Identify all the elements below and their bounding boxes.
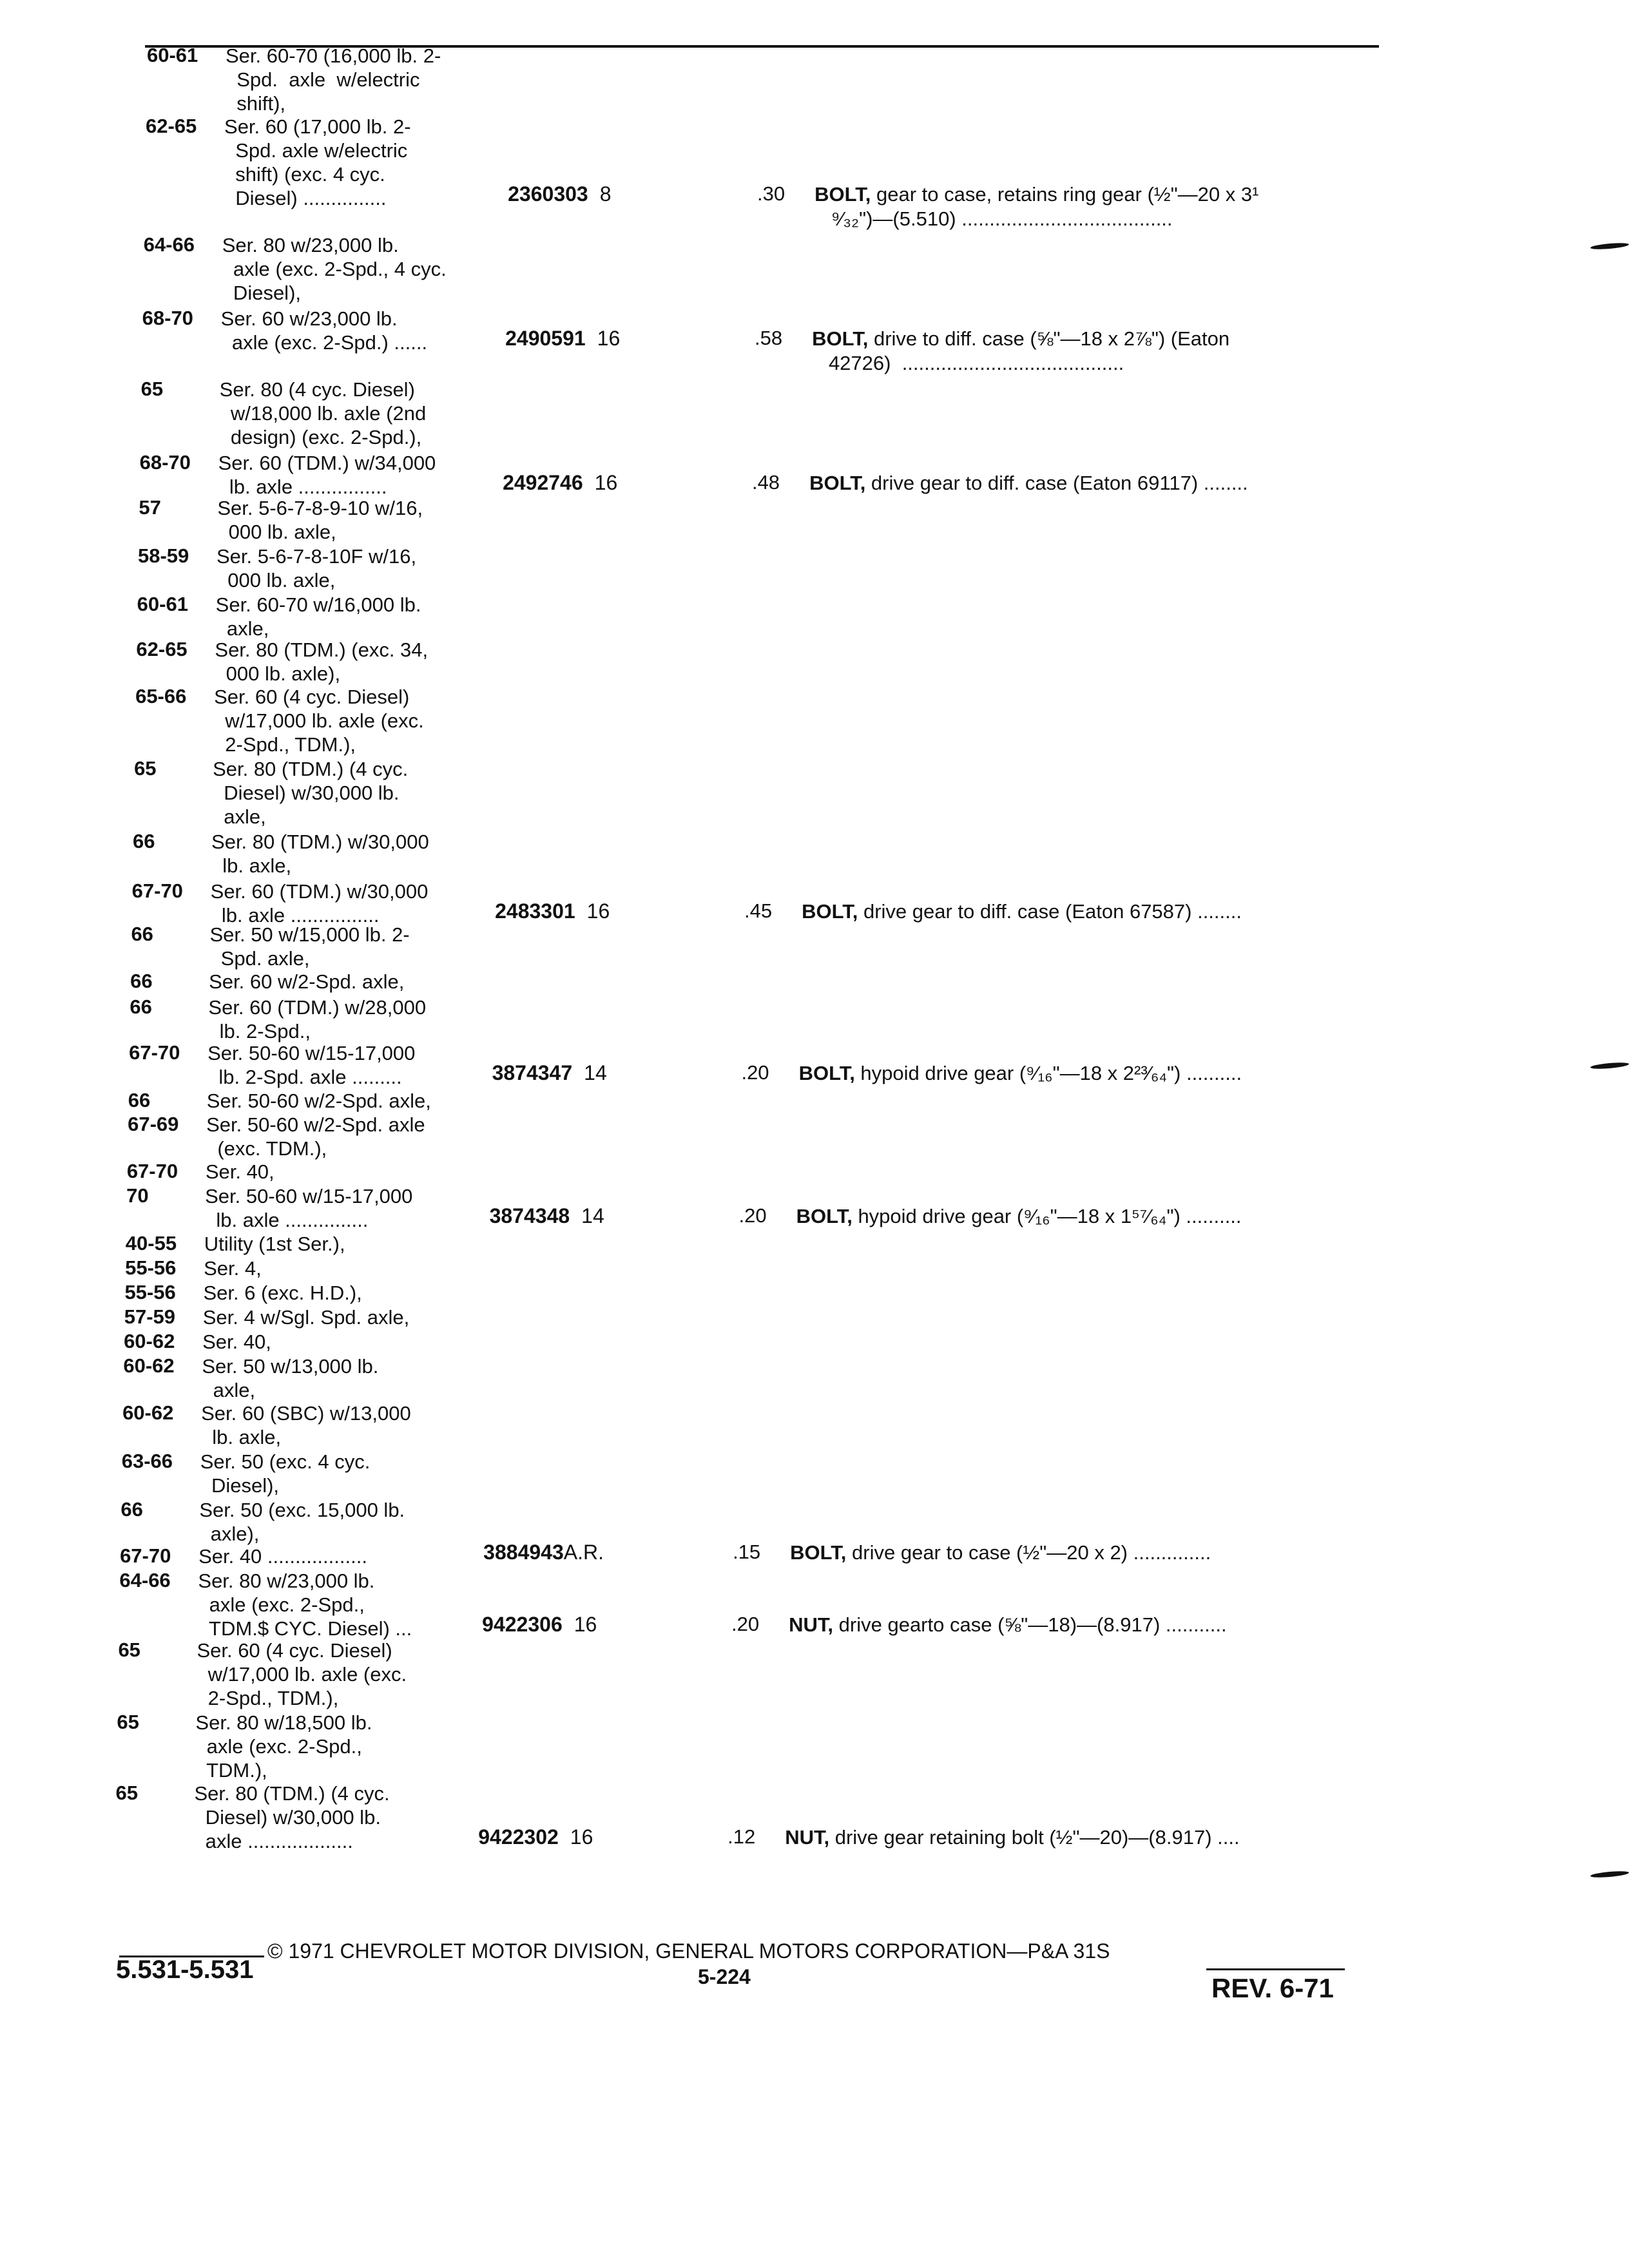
part-spec: drive gear to diff. case (Eaton 69117) ........ bbox=[865, 472, 1248, 494]
quantity: 16 bbox=[574, 1613, 597, 1636]
year-range: 62-65 bbox=[146, 115, 197, 137]
year-range: 64-66 bbox=[143, 233, 195, 256]
year-range: 63-66 bbox=[121, 1450, 173, 1472]
year-range: 67-70 bbox=[129, 1041, 180, 1064]
list-price: .45 bbox=[744, 899, 773, 922]
part-number-value: 3874348 bbox=[489, 1204, 570, 1227]
part-spec: drive gearto case (⅝"—18)—(8.917) ........... bbox=[833, 1613, 1227, 1636]
part-number-value: 9422306 bbox=[482, 1613, 563, 1636]
application-line: (exc. TDM.), bbox=[206, 1137, 327, 1160]
part-spec: drive gear to diff. case (Eaton 67587) ........ bbox=[858, 900, 1242, 923]
part-number-value: 2360303 bbox=[508, 182, 588, 206]
year-range: 62-65 bbox=[136, 638, 188, 660]
year-range: 65 bbox=[115, 1782, 138, 1804]
application-line: Ser. 60 (TDM.) w/30,000 bbox=[210, 880, 429, 903]
application-line: Ser. 60 (4 cyc. Diesel) bbox=[214, 686, 410, 708]
model-application bbox=[198, 1544, 495, 1568]
year-range: 60-61 bbox=[137, 593, 188, 615]
model-application bbox=[220, 378, 516, 449]
application-line: Ser. 50-60 w/15-17,000 bbox=[205, 1185, 413, 1207]
model-application bbox=[195, 1711, 492, 1782]
model-application bbox=[222, 233, 519, 305]
application-line: Ser. 80 (TDM.) (4 cyc. bbox=[194, 1782, 390, 1805]
part-description bbox=[789, 1613, 1369, 1637]
application-line: lb. axle, bbox=[211, 854, 292, 877]
application-line: lb. axle ................ bbox=[210, 904, 380, 927]
application-line: Ser. 40, bbox=[202, 1331, 271, 1353]
part-number bbox=[483, 1541, 677, 1564]
application-line: Diesel) w/30,000 lb. bbox=[194, 1806, 381, 1829]
list-price: .20 bbox=[741, 1061, 769, 1084]
year-range: 67-69 bbox=[128, 1113, 179, 1135]
application-line: Ser. 6 (exc. H.D.), bbox=[203, 1282, 362, 1304]
application-line: Ser. 60 (4 cyc. Diesel) bbox=[197, 1639, 392, 1662]
application-line: axle (exc. 2-Spd.) ...... bbox=[220, 331, 428, 354]
application-line: Utility (1st Ser.), bbox=[204, 1233, 345, 1255]
model-application bbox=[206, 1113, 503, 1160]
part-spec: hypoid drive gear (⁹⁄₁₆"—18 x 2²³⁄₆₄") .......... bbox=[854, 1062, 1242, 1084]
part-number-value: 3884943 bbox=[483, 1541, 564, 1564]
application-line: axle ................... bbox=[194, 1830, 353, 1852]
year-range: 66 bbox=[130, 995, 152, 1018]
part-name: BOLT, bbox=[809, 472, 866, 494]
model-application bbox=[208, 995, 505, 1043]
model-application bbox=[207, 1041, 504, 1089]
year-range: 65 bbox=[134, 757, 157, 780]
model-application bbox=[203, 1281, 499, 1305]
application-line: lb. axle ................ bbox=[218, 476, 387, 498]
model-application bbox=[200, 1450, 497, 1497]
model-application bbox=[204, 1256, 500, 1280]
application-line: Spd. axle w/electric bbox=[224, 139, 408, 162]
part-description bbox=[802, 899, 1382, 924]
part-number-value: 3874347 bbox=[492, 1061, 573, 1084]
application-line: shift) (exc. 4 cyc. bbox=[224, 163, 385, 186]
part-description bbox=[812, 327, 1392, 376]
application-line: Ser. 60 w/23,000 lb. bbox=[220, 307, 398, 330]
model-application bbox=[213, 757, 509, 829]
model-application bbox=[216, 593, 512, 640]
year-range: 65 bbox=[117, 1711, 139, 1733]
year-range: 57 bbox=[139, 496, 161, 519]
part-number bbox=[508, 182, 701, 206]
application-line: Ser. 80 w/18,500 lb. bbox=[195, 1711, 372, 1734]
application-line: Ser. 50-60 w/15-17,000 bbox=[207, 1042, 416, 1064]
year-range: 67-70 bbox=[126, 1160, 178, 1182]
application-line: lb. axle, bbox=[201, 1426, 282, 1448]
year-range: 66 bbox=[130, 970, 153, 992]
application-line: lb. 2-Spd. axle ......... bbox=[207, 1066, 402, 1088]
application-line: Diesel), bbox=[222, 282, 302, 304]
model-application bbox=[218, 451, 515, 499]
model-application bbox=[211, 879, 507, 927]
footer-rule-right bbox=[1206, 1968, 1345, 1970]
application-line: design) (exc. 2-Spd.), bbox=[219, 426, 422, 448]
model-application bbox=[217, 544, 513, 592]
model-application bbox=[217, 496, 514, 544]
model-application bbox=[204, 1232, 501, 1256]
part-name: NUT, bbox=[785, 1826, 830, 1849]
application-line: Ser. 60 (TDM.) w/28,000 bbox=[208, 996, 427, 1019]
quantity: 16 bbox=[586, 899, 610, 923]
application-line: Ser. 60 (TDM.) w/34,000 bbox=[218, 452, 436, 474]
application-line: Ser. 50 (exc. 15,000 lb. bbox=[199, 1499, 405, 1521]
part-number-value: 2492746 bbox=[503, 471, 583, 494]
application-line: Ser. 60 (SBC) w/13,000 bbox=[201, 1402, 411, 1425]
list-price: .15 bbox=[733, 1541, 761, 1563]
part-name: BOLT, bbox=[796, 1205, 853, 1227]
model-application bbox=[202, 1330, 499, 1354]
application-line: Ser. 4 w/Sgl. Spd. axle, bbox=[202, 1306, 410, 1329]
list-price: .30 bbox=[757, 182, 786, 205]
application-line: 2-Spd., TDM.), bbox=[197, 1687, 339, 1709]
list-price: .20 bbox=[731, 1613, 760, 1635]
model-application bbox=[194, 1782, 490, 1853]
application-line: axle, bbox=[202, 1379, 256, 1401]
application-line: Ser. 60-70 w/16,000 lb. bbox=[215, 593, 421, 616]
application-line: Ser. 4, bbox=[204, 1257, 262, 1280]
year-range: 55-56 bbox=[124, 1281, 176, 1303]
application-line: 000 lb. axle), bbox=[215, 662, 341, 685]
application-line: Ser. 80 (4 cyc. Diesel) bbox=[219, 378, 415, 401]
model-application bbox=[207, 1089, 503, 1113]
application-line: axle (exc. 2-Spd., bbox=[198, 1593, 365, 1616]
application-line: shift), bbox=[226, 92, 286, 115]
model-application bbox=[224, 115, 521, 210]
part-spec: drive gear retaining bolt (½"—20)—(8.917) .... bbox=[829, 1826, 1240, 1849]
application-line: Ser. 50-60 w/2-Spd. axle, bbox=[206, 1090, 431, 1112]
application-line: Ser. 40 .................. bbox=[198, 1545, 367, 1568]
quantity: 14 bbox=[584, 1061, 607, 1084]
year-range: 57-59 bbox=[124, 1305, 176, 1328]
application-line: Ser. 50-60 w/2-Spd. axle bbox=[206, 1113, 425, 1136]
part-number-value: 2490591 bbox=[505, 327, 586, 350]
application-line: TDM.$ CYC. Diesel) ... bbox=[198, 1617, 412, 1640]
quantity: A.R. bbox=[563, 1541, 604, 1564]
model-application bbox=[205, 1184, 501, 1232]
part-name: NUT, bbox=[789, 1613, 834, 1636]
part-spec: drive gear to case (½"—20 x 2) .............. bbox=[846, 1541, 1211, 1564]
application-line: axle, bbox=[215, 617, 269, 640]
application-line: axle (exc. 2-Spd., bbox=[195, 1735, 362, 1758]
model-application bbox=[203, 1305, 499, 1329]
year-range: 60-61 bbox=[147, 44, 198, 66]
application-line: Diesel), bbox=[200, 1474, 280, 1497]
application-line: Ser. 80 (TDM.) (exc. 34, bbox=[215, 639, 429, 661]
margin-mark bbox=[1590, 1061, 1629, 1070]
model-application bbox=[214, 685, 510, 756]
model-application bbox=[211, 830, 508, 878]
application-line: Spd. axle w/electric bbox=[226, 68, 420, 91]
revision-label: REV. 6-71 bbox=[1211, 1973, 1334, 2003]
model-application bbox=[199, 1498, 496, 1546]
part-description bbox=[796, 1204, 1376, 1229]
margin-mark bbox=[1590, 1870, 1629, 1878]
application-line: Ser. 80 (TDM.) (4 cyc. bbox=[213, 758, 409, 780]
application-line: Diesel) ............... bbox=[224, 187, 387, 209]
year-range: 60-62 bbox=[122, 1401, 174, 1424]
application-line: Ser. 5-6-7-8-10F w/16, bbox=[217, 545, 417, 568]
application-line: lb. axle ............... bbox=[205, 1209, 369, 1231]
application-line: 000 lb. axle, bbox=[217, 569, 336, 591]
part-name: BOLT, bbox=[802, 900, 858, 923]
model-application bbox=[215, 638, 511, 686]
list-price: .20 bbox=[738, 1204, 767, 1227]
part-name: BOLT, bbox=[812, 327, 869, 350]
part-description bbox=[799, 1061, 1379, 1086]
model-application bbox=[206, 1160, 502, 1184]
application-line: Ser. 80 w/23,000 lb. bbox=[222, 234, 399, 256]
year-range: 55-56 bbox=[125, 1256, 177, 1279]
year-range: 68-70 bbox=[142, 307, 193, 329]
part-name: BOLT, bbox=[815, 183, 871, 206]
year-range: 66 bbox=[120, 1498, 143, 1521]
quantity: 16 bbox=[570, 1825, 593, 1849]
application-line: Ser. 60 (17,000 lb. 2- bbox=[224, 115, 411, 138]
part-number bbox=[505, 327, 699, 350]
part-description bbox=[790, 1541, 1370, 1565]
application-line: Diesel) w/30,000 lb. bbox=[213, 782, 400, 804]
application-line: 2-Spd., TDM.), bbox=[214, 733, 356, 756]
application-line: Ser. 50 w/15,000 lb. 2- bbox=[209, 923, 410, 946]
application-line: w/18,000 lb. axle (2nd bbox=[219, 402, 427, 425]
model-application bbox=[197, 1639, 493, 1710]
application-line: Ser. 80 w/23,000 lb. bbox=[198, 1570, 375, 1592]
section-number: 5.531-5.531 bbox=[116, 1956, 254, 1984]
list-price: .12 bbox=[728, 1825, 756, 1848]
model-application bbox=[202, 1354, 498, 1402]
model-application bbox=[226, 44, 522, 115]
year-range: 60-62 bbox=[124, 1330, 175, 1352]
year-range: 40-55 bbox=[125, 1232, 177, 1254]
part-description bbox=[809, 471, 1389, 495]
margin-mark bbox=[1590, 242, 1629, 250]
part-number bbox=[490, 1204, 683, 1227]
year-range: 67-70 bbox=[131, 879, 183, 902]
application-line: Spd. axle, bbox=[209, 947, 310, 970]
application-line: axle (exc. 2-Spd., 4 cyc. bbox=[222, 258, 447, 280]
part-number-value: 9422302 bbox=[478, 1825, 559, 1849]
application-line: Ser. 50 (exc. 4 cyc. bbox=[200, 1450, 371, 1473]
part-number bbox=[492, 1061, 686, 1084]
year-range: 68-70 bbox=[139, 451, 191, 474]
quantity: 16 bbox=[594, 471, 618, 494]
year-range: 60-62 bbox=[123, 1354, 175, 1377]
application-line: Ser. 5-6-7-8-9-10 w/16, bbox=[217, 497, 423, 519]
part-spec: drive to diff. case (⅝"—18 x 2⅞") (Eaton 42726) ........................................ bbox=[828, 327, 1230, 374]
model-application bbox=[221, 307, 517, 354]
part-number bbox=[495, 899, 688, 923]
part-number bbox=[482, 1613, 675, 1636]
application-line: Ser. 60 w/2-Spd. axle, bbox=[209, 970, 405, 993]
part-spec: gear to case, retains ring gear (½"—20 x 3¹ ⁹⁄₃₂")—(5.510) ...................................... bbox=[831, 183, 1259, 230]
year-range: 64-66 bbox=[119, 1569, 171, 1591]
application-line: Ser. 40, bbox=[205, 1160, 275, 1183]
year-range: 65-66 bbox=[135, 685, 187, 707]
model-application bbox=[198, 1569, 494, 1640]
application-line: Ser. 50 w/13,000 lb. bbox=[202, 1355, 379, 1378]
quantity: 14 bbox=[581, 1204, 604, 1227]
model-application bbox=[201, 1401, 497, 1449]
copyright-line: © 1971 CHEVROLET MOTOR DIVISION, GENERAL MOTORS CORPORATION—P&A 31S bbox=[267, 1939, 1110, 1963]
year-range: 67-70 bbox=[120, 1544, 171, 1567]
model-application bbox=[209, 923, 506, 970]
year-range: 66 bbox=[131, 923, 153, 945]
application-line: w/17,000 lb. axle (exc. bbox=[214, 709, 424, 732]
year-range: 65 bbox=[140, 378, 164, 400]
part-description bbox=[785, 1825, 1365, 1850]
part-number bbox=[478, 1825, 671, 1849]
list-price: .58 bbox=[754, 327, 783, 349]
model-application bbox=[209, 970, 505, 994]
application-line: 000 lb. axle, bbox=[217, 521, 336, 543]
application-line: w/17,000 lb. axle (exc. bbox=[197, 1663, 407, 1686]
part-description bbox=[815, 182, 1394, 231]
part-name: BOLT, bbox=[790, 1541, 847, 1564]
part-name: BOLT, bbox=[798, 1062, 855, 1084]
application-line: Ser. 80 (TDM.) w/30,000 bbox=[211, 831, 429, 853]
application-line: Ser. 60-70 (16,000 lb. 2- bbox=[226, 44, 441, 67]
application-line: axle, bbox=[213, 805, 266, 828]
year-range: 58-59 bbox=[138, 544, 189, 567]
quantity: 16 bbox=[597, 327, 621, 350]
list-price: .48 bbox=[751, 471, 780, 494]
part-number bbox=[503, 471, 696, 494]
year-range: 66 bbox=[128, 1089, 151, 1111]
application-line: TDM.), bbox=[195, 1759, 267, 1782]
part-spec: hypoid drive gear (⁹⁄₁₆"—18 x 1⁵⁷⁄₆₄") .......... bbox=[852, 1205, 1242, 1227]
application-line: lb. 2-Spd., bbox=[208, 1020, 311, 1043]
year-range: 66 bbox=[133, 830, 155, 852]
year-range: 70 bbox=[126, 1184, 149, 1207]
application-line: axle), bbox=[199, 1523, 260, 1545]
page-number: 5-224 bbox=[698, 1965, 751, 1988]
quantity: 8 bbox=[599, 182, 612, 206]
year-range: 65 bbox=[118, 1639, 140, 1661]
part-number-value: 2483301 bbox=[495, 899, 575, 923]
